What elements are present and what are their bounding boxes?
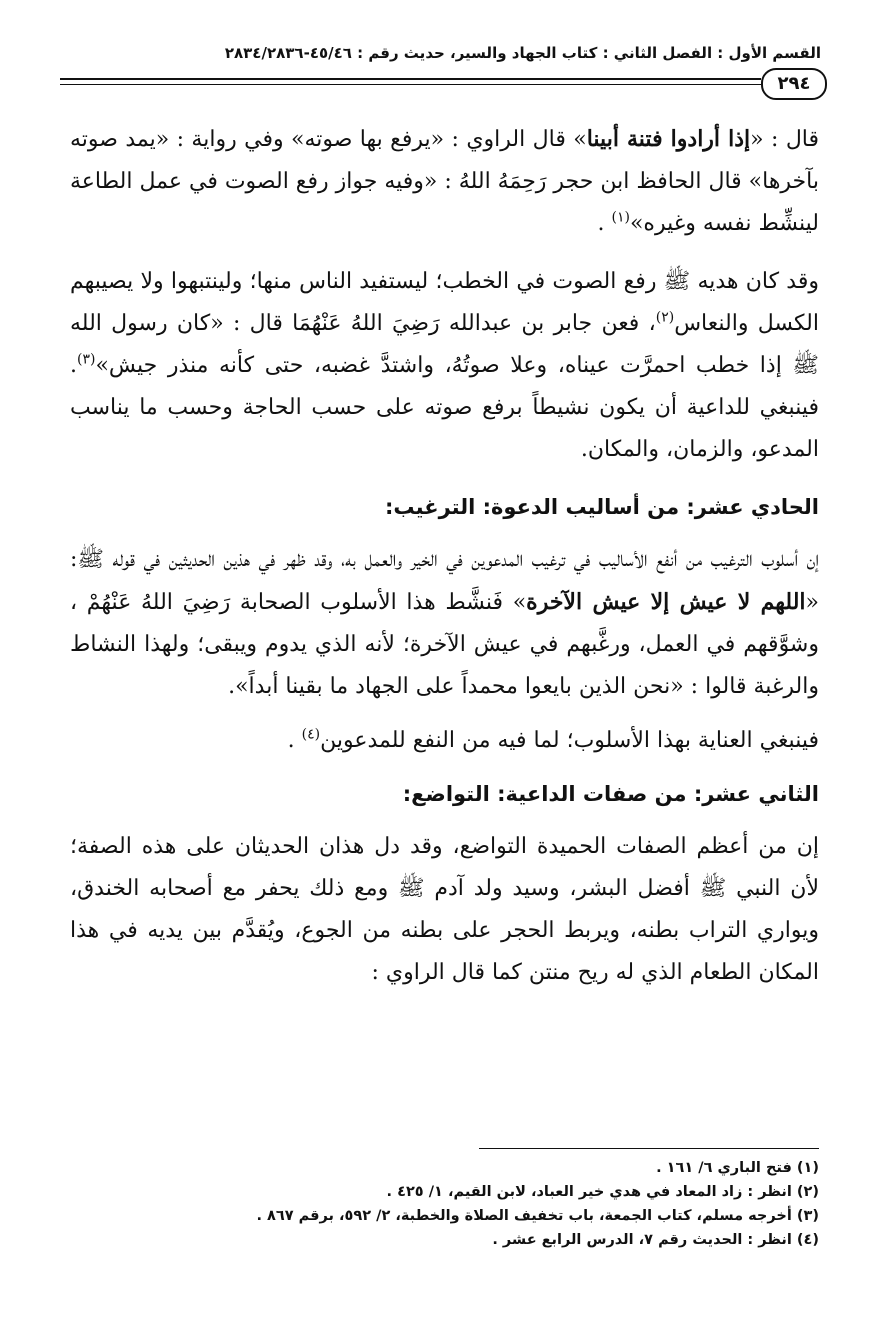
paragraph-4 [70, 720, 819, 762]
text-run: . فينبغي للداعية أن يكون نشيطاً برفع صوته على حسب الحاجة وحسب ما يناسب المدعو، والزمان، والمكان. [70, 353, 819, 462]
footnote-4: (٤) انظر : الحديث رقم ٧، الدرس الرابع عشر . [492, 1232, 819, 1248]
header-rule [60, 78, 761, 80]
page-number: ٢٩٤ [761, 68, 827, 100]
footnote-marker: (٢) [655, 309, 675, 326]
text-run: فينبغي العناية بهذا الأسلوب؛ لما فيه من النفع للمدعوين [320, 728, 819, 753]
text-run: . [287, 728, 302, 753]
text-run: . [597, 211, 612, 236]
main-text [70, 118, 819, 994]
text-run: وقد كان هديه ﷺ رفع الصوت في الخطب؛ ليستفيد الناس منها؛ ولينتبهوا ولا يصيبهم الكسل والنعاس [70, 269, 819, 336]
footnote-marker: (٤) [301, 726, 321, 743]
hadith-quote: إذا أرادوا فتنة أبينا [586, 126, 751, 152]
footnotes [70, 1156, 819, 1252]
footnote-marker: (٣) [77, 351, 96, 368]
header-rule-thin [60, 84, 761, 85]
text-run: إن أسلوب الترغيب من أنفع الأساليب في ترغيب المدعوين في الخير والعمل به، وقد ظهر في هذين الحديثين في قوله ﷺ: « [70, 547, 819, 615]
paragraph-1 [70, 118, 819, 245]
footnote-marker: (١) [611, 209, 630, 226]
text-run: ، فعن جابر بن عبدالله رَضِيَ اللهُ عَنْهُمَا قال : «كان رسول الله ﷺ إذا خطب احمرَّت عيناه، وعلا صوتُهُ، واشتدَّ غضبه، حتى كأنه منذر جيش» [70, 311, 819, 378]
text-run: » فَنشَّط هذا الأسلوب الصحابة رَضِيَ اللهُ عَنْهُمْ ، وشوَّقهم في العمل، ورغَّبهم في عيش الآخرة؛ لأنه الذي يدوم ويبقى؛ ولهذا النشاط والرغبة قالوا : «نحن الذين بايعوا محمداً على الجهاد ما بقينا أبداً». [70, 590, 819, 699]
hadith-quote: اللهم لا عيش إلا عيش الآخرة [526, 589, 806, 615]
section-heading-11: الحادي عشر: من أساليب الدعوة: الترغيب: [385, 495, 819, 519]
text-run: » قال الراوي : «يرفع بها صوته» وفي رواية : «يمد صوته بآخرها» قال الحافظ ابن حجر رَحِمَهُ اللهُ : «وفيه جواز رفع الصوت في عمل الطاعة لينشِّط نفسه وغيره» [70, 127, 819, 236]
paragraph-3 [70, 539, 819, 708]
section-heading-12: الثاني عشر: من صفات الداعية: التواضع: [402, 782, 819, 806]
footnote-3: (٣) أخرجه مسلم، كتاب الجمعة، باب تخفيف الصلاة والخطبة، ٢/ ٥٩٢، برقم ٨٦٧ . [256, 1208, 819, 1224]
footnote-2: (٢) انظر : زاد المعاد في هدي خير العباد، لابن القيم، ١/ ٤٢٥ . [386, 1184, 819, 1200]
paragraph-5: إن من أعظم الصفات الحميدة التواضع، وقد دل هذان الحديثان على هذه الصفة؛ لأن النبي ﷺ أفضل البشر، وسيد ولد آدم ﷺ ومع ذلك يحفر مع أصحابه الخندق، ويواري التراب بطنه، ويربط الحجر على بطنه من الجوع، ويُقدَّم بين يديه في هذا المكان الطعام الذي له ريح منتن كما قال الراوي : [70, 834, 819, 985]
footnote-1: (١) فتح الباري ٦/ ١٦١ . [656, 1160, 819, 1176]
paragraph-2 [70, 261, 819, 471]
text-run: قال : « [750, 127, 820, 152]
running-head: القسم الأول : الفصل الثاني : كتاب الجهاد والسير، حديث رقم : ٤٥/٤٦-٢٨٣٤/٢٨٣٦ [224, 44, 821, 62]
footnote-rule [479, 1148, 819, 1149]
